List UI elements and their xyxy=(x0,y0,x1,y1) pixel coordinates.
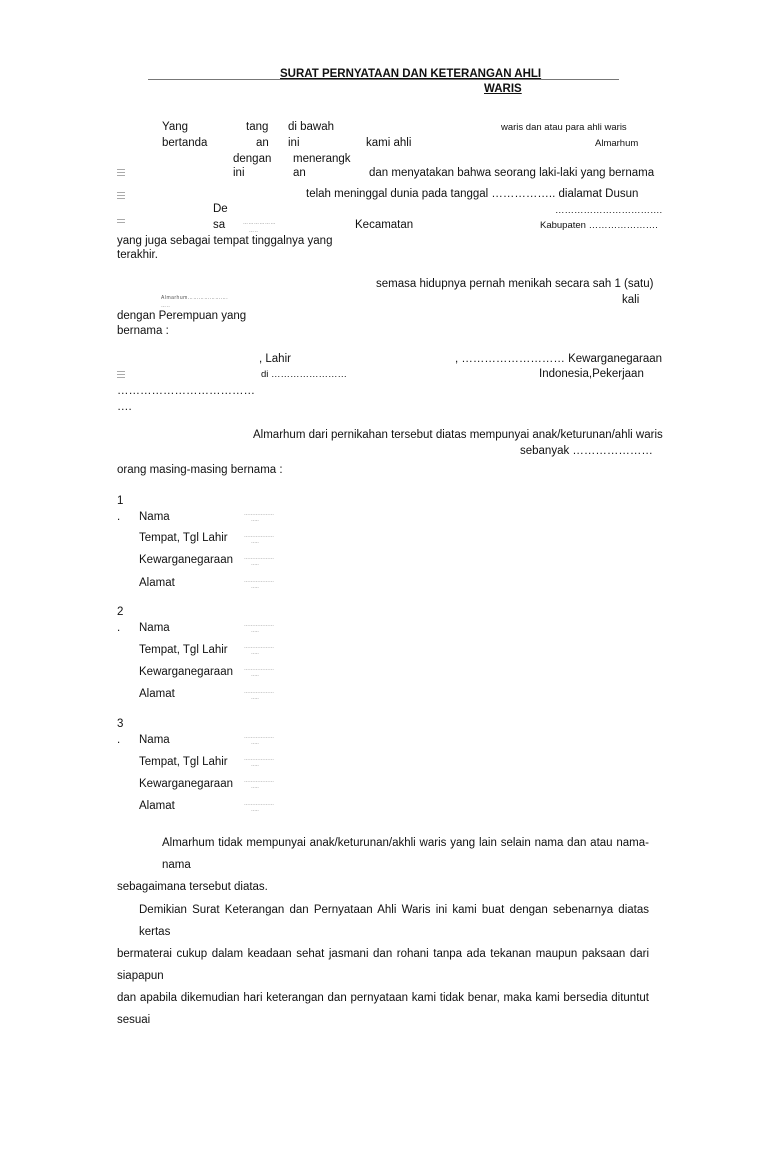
child-1-ttl-blank: ……………… ….. xyxy=(244,533,274,545)
closing-p1-line2: sebagaimana tersebut diatas. xyxy=(117,881,268,893)
list-marker-icon xyxy=(117,219,125,225)
child-3-nama-blank: ……………… ….. xyxy=(244,734,274,746)
child-1-nama-blank: ……………… ….. xyxy=(244,511,274,523)
marriage-small-dots: ….. xyxy=(161,303,171,309)
child-3-field-ttl: Tempat, Tgl Lahir xyxy=(139,756,228,768)
closing-paragraph-1 xyxy=(117,832,649,898)
child-1-kw-blank: ……………… ….. xyxy=(244,555,274,567)
intro-tinggal-2: terakhir. xyxy=(117,249,158,261)
intro-tang: tang xyxy=(246,121,269,133)
intro-ini-a: ini xyxy=(233,167,245,179)
intro-menerangk: menerangk xyxy=(293,153,351,165)
child-1-field-nama: Nama xyxy=(139,511,170,523)
list-marker-icon xyxy=(117,192,125,201)
document-title-line2: WARIS xyxy=(484,83,522,95)
child-2-field-alamat: Alamat xyxy=(139,688,175,700)
child-3-ttl-blank: ……………… ….. xyxy=(244,756,274,768)
child-2-number: 2 xyxy=(117,606,124,618)
intro-desa-dots-2: ….. xyxy=(249,228,259,234)
marriage-dots-short: …. xyxy=(117,401,132,413)
marriage-lahir: , Lahir xyxy=(259,353,291,365)
child-2-ttl-blank: ……………… ….. xyxy=(244,644,274,656)
child-1-alamat-blank: ……………… ….. xyxy=(244,578,274,590)
child-2-nama-blank: ……………… ….. xyxy=(244,622,274,634)
child-1-field-kewarganegaraan: Kewarganegaraan xyxy=(139,554,233,566)
list-marker-icon xyxy=(117,371,125,380)
list-marker-icon xyxy=(117,169,125,178)
intro-tinggal-1: yang juga sebagai tempat tinggalnya yang xyxy=(117,235,333,247)
intro-di-bawah: di bawah xyxy=(288,121,335,133)
child-2-kw-blank: ……………… ….. xyxy=(244,666,274,678)
child-2-field-kewarganegaraan: Kewarganegaraan xyxy=(139,666,233,678)
intro-meninggal: telah meninggal dunia pada tanggal …………….. dialamat Dusun xyxy=(306,188,639,200)
child-1-number: 1 xyxy=(117,495,124,507)
intro-waris-or: waris dan atau para ahli waris xyxy=(501,122,627,133)
child-3-kw-blank: ……………… ….. xyxy=(244,778,274,790)
child-1-field-ttl: Tempat, Tgl Lahir xyxy=(139,532,228,544)
children-intro-2: sebanyak ………………… xyxy=(520,445,653,457)
intro-kabupaten: Kabupaten …………………. xyxy=(540,220,658,231)
marriage-perempuan-2: bernama : xyxy=(117,325,169,337)
child-3-dot: . xyxy=(117,734,121,746)
closing-p1-line1: Almarhum tidak mempunyai anak/keturunan/akhli waris yang lain selain nama dan atau nama-nama xyxy=(162,837,649,871)
children-intro-1: Almarhum dari pernikahan tersebut diatas mempunyai anak/keturunan/ahli waris xyxy=(253,429,663,441)
child-1-dot: . xyxy=(117,511,121,523)
marriage-perempuan-1: dengan Perempuan yang xyxy=(117,310,247,322)
child-3-alamat-blank: ……………… ….. xyxy=(244,801,274,813)
intro-an2: an xyxy=(293,167,306,179)
marriage-dots-line: ……………………………… xyxy=(117,385,255,397)
intro-kecamatan: Kecamatan xyxy=(355,219,414,231)
child-2-field-ttl: Tempat, Tgl Lahir xyxy=(139,644,228,656)
intro-dusun-dots: ……………………………. xyxy=(555,205,663,216)
intro-sa: sa xyxy=(213,219,226,231)
child-2-alamat-blank: ……………… ….. xyxy=(244,689,274,701)
intro-yang: Yang xyxy=(162,121,189,133)
marriage-kewarganegaraan: , ……………………… Kewarganegaraan xyxy=(455,353,663,365)
intro-kami-ahli: kami ahli xyxy=(366,137,412,149)
marriage-di: di …………………… xyxy=(261,369,348,380)
intro-bertanda: bertanda xyxy=(162,137,208,149)
marriage-kali: kali xyxy=(622,294,640,306)
document-title: SURAT PERNYATAAN DAN KETERANGAN AHLI xyxy=(280,68,542,80)
children-intro-3: orang masing-masing bernama : xyxy=(117,464,283,476)
intro-almarhum: Almarhum xyxy=(595,138,639,149)
child-2-field-nama: Nama xyxy=(139,622,170,634)
intro-dengan: dengan xyxy=(233,153,272,165)
intro-menyatakan: dan menyatakan bahwa seorang laki-laki yang bernama xyxy=(369,167,655,179)
marriage-indonesia: Indonesia,Pekerjaan xyxy=(539,368,644,380)
closing-p2-line1: Demikian Surat Keterangan dan Pernyataan Ahli Waris ini kami buat dengan sebenarnya diatas kertas xyxy=(139,904,649,938)
child-1-field-alamat: Alamat xyxy=(139,577,175,589)
closing-paragraph-2 xyxy=(117,899,649,1031)
intro-an1: an xyxy=(256,137,269,149)
child-3-field-kewarganegaraan: Kewarganegaraan xyxy=(139,778,233,790)
intro-desa-dots: ……………… xyxy=(243,220,276,226)
intro-de: De xyxy=(213,203,228,215)
marriage-almarhum-small: Almarhum…………………. xyxy=(161,295,229,301)
closing-p2-line3: dan apabila dikemudian hari keterangan dan pernyataan kami tidak benar, maka kami bersedia dituntut sesuai xyxy=(117,992,649,1026)
child-2-dot: . xyxy=(117,622,121,634)
child-3-number: 3 xyxy=(117,718,124,730)
child-3-field-alamat: Alamat xyxy=(139,800,175,812)
intro-ini-b: ini xyxy=(288,137,300,149)
closing-p2-line2: bermaterai cukup dalam keadaan sehat jasmani dan rohani tanpa ada tekanan maupun paksaan dari siapapun xyxy=(117,948,649,982)
child-3-field-nama: Nama xyxy=(139,734,170,746)
marriage-text: semasa hidupnya pernah menikah secara sah 1 (satu) xyxy=(376,278,654,290)
